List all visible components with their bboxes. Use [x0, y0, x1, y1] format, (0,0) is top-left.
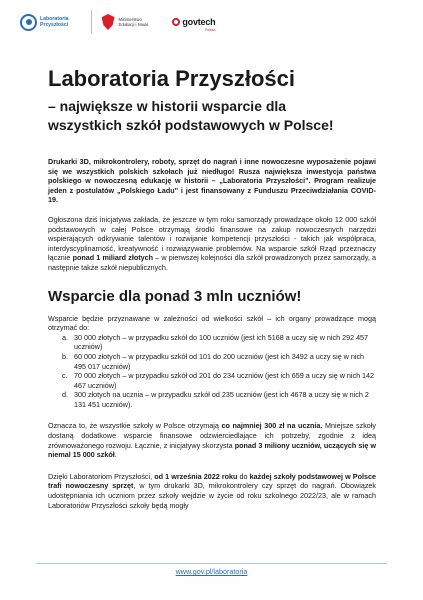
paragraph-equipment — [48, 472, 376, 510]
govtech-logo-sub: Polska — [204, 28, 216, 32]
paragraph-intro-bold: ponad 1 miliard złotych — [72, 253, 153, 263]
list-item-text: 300 złotych na ucznia – w przypadku szkół od 235 uczniów (jest ich 4678 a uczy się w nich 2 131 451 uczniów). — [74, 390, 369, 409]
support-list — [48, 333, 376, 410]
paragraph-summary — [48, 421, 376, 459]
govtech-mark-icon — [172, 18, 180, 26]
paragraph-summary-bold2: ponad 3 miliony uczniów, uczących się w niemal 15 000 szkół — [48, 440, 376, 460]
subtitle-line1: – największe w historii wsparcie dla — [48, 98, 287, 114]
laboratoria-logo — [20, 14, 69, 31]
list-item-label: c. — [62, 371, 68, 381]
paragraph-intro-part1: Ogłoszona dziś inicjatywa zakłada, że jeszcze w tym roku samorządy prowadzące około 12 000 szkół podstawowych w całej Polsce otrzymają środki finansowe na zakup nowoczesnych narzędzi wspierających odkrywanie talentów i rozwijanie kompetencji przyszłości - takich jak współpraca, interdyscyplinarność, kreatywność i rozwiązywanie problemów. Na wsparcie szkół Rząd przeznaczy łącznie — [48, 214, 376, 263]
list-item-label: d. — [62, 390, 68, 400]
header-divider — [91, 10, 92, 34]
paragraph-equipment-part3: , w tym drukarki 3D, mikrokontrolery czy sprzęt do nagrań. Obowiązek udostępniania ich uczniom przez szkoły wejdzie w życie od roku szkolnego 2022/23, ale w ramach Laboratoriów Przyszłości szkoły będą mogły — [48, 481, 376, 510]
govtech-logo-text: govtech — [182, 17, 216, 27]
paragraph-summary-part3: . — [114, 450, 117, 460]
list-item-text: 60 000 złotych – w przypadku szkół od 101 do 200 uczniów (jest ich 3492 a uczy się w nich 495 017 uczniów) — [74, 351, 365, 371]
paragraph-support: Wsparcie będzie przyznawane w zależności od wielkości szkół – ich organy prowadzące mogą otrzymać do: — [48, 313, 376, 333]
paragraph-equipment-bold1: od 1 września 2022 roku — [154, 471, 238, 481]
eagle-emblem-icon — [102, 14, 115, 30]
paragraph-summary-part1: Oznacza to, że wszystkie szkoły w Polsce otrzymają — [48, 421, 222, 431]
govtech-logo — [172, 12, 215, 32]
list-item-text: 30 000 złotych – w przypadku szkół do 100 uczniów (jest ich 5168 a uczy się w nich 292 457 uczniów) — [74, 332, 369, 352]
paragraph-intro-part2: – w pierwszej kolejności dla szkół prowadzonych przez samorządy, a następnie także szkół niepublicznych. — [48, 253, 377, 272]
ministry-logo — [102, 14, 149, 30]
ministry-logo-line2: Edukacji i Nauki — [118, 22, 149, 27]
paragraph-equipment-bold2: każdej szkoły podstawowej w Polsce trafi nowoczesny sprzęt — [48, 471, 376, 491]
laboratoria-logo-line1: Laboratoria — [40, 16, 69, 22]
list-item-text: 70 000 złotych – w przypadku szkół od 201 do 234 uczniów (jest ich 659 a uczy się w nich 142 467 uczniów) — [74, 371, 375, 390]
list-item — [62, 390, 376, 409]
page-subtitle — [48, 97, 376, 135]
list-item-label: a. — [62, 332, 68, 342]
subtitle-line2: wszystkich szkół podstawowych w Polsce! — [48, 117, 334, 133]
list-item — [62, 371, 376, 390]
section-heading: Wsparcie dla ponad 3 mln uczniów! — [48, 287, 302, 305]
paragraph-summary-part2: Mniejsze szkoły dostaną dodatkowe wsparcie finansowe odzwierciedlające ich potrzeby, zgodnie z ideą zrównoważonego rozwoju. Łącznie, z inicjatywy skorzysta — [48, 421, 376, 450]
footer-website-link[interactable]: www.gov.pl/laboratoria — [175, 567, 248, 576]
list-item-label: b. — [62, 351, 68, 361]
paragraph-intro — [48, 215, 376, 273]
laboratoria-logo-icon — [20, 14, 37, 31]
paragraph-equipment-part1: Dzięki Laboratoriom Przyszłości, — [48, 471, 155, 481]
paragraph-summary-bold1: co najmniej 300 zł na ucznia. — [221, 421, 323, 431]
paragraph-equipment-part2: do — [237, 471, 250, 481]
footer-divider — [36, 563, 387, 564]
header-logos — [20, 8, 403, 36]
list-item — [62, 333, 376, 352]
ministry-logo-line1: Ministerstwo — [118, 17, 142, 22]
laboratoria-logo-line2: Przyszłości — [40, 22, 69, 28]
list-item — [62, 352, 376, 371]
page-title: Laboratoria Przyszłości — [48, 66, 295, 91]
lead-paragraph: Drukarki 3D, mikrokontrolery, roboty, sprzęt do nagrań i inne nowoczesne wyposażenie pojawi się we wszystkich polskich szkołach już niedługo! Rusza największa inwestycja państwa polskiego w nowoczesną edukację w historii – „Laboratoria Przyszłości". Program realizuje jeden z postulatów „Polskiego Ładu" i jest finansowany z Funduszu Przeciwdziałania COVID-19. — [48, 157, 376, 205]
document-body — [48, 66, 376, 510]
